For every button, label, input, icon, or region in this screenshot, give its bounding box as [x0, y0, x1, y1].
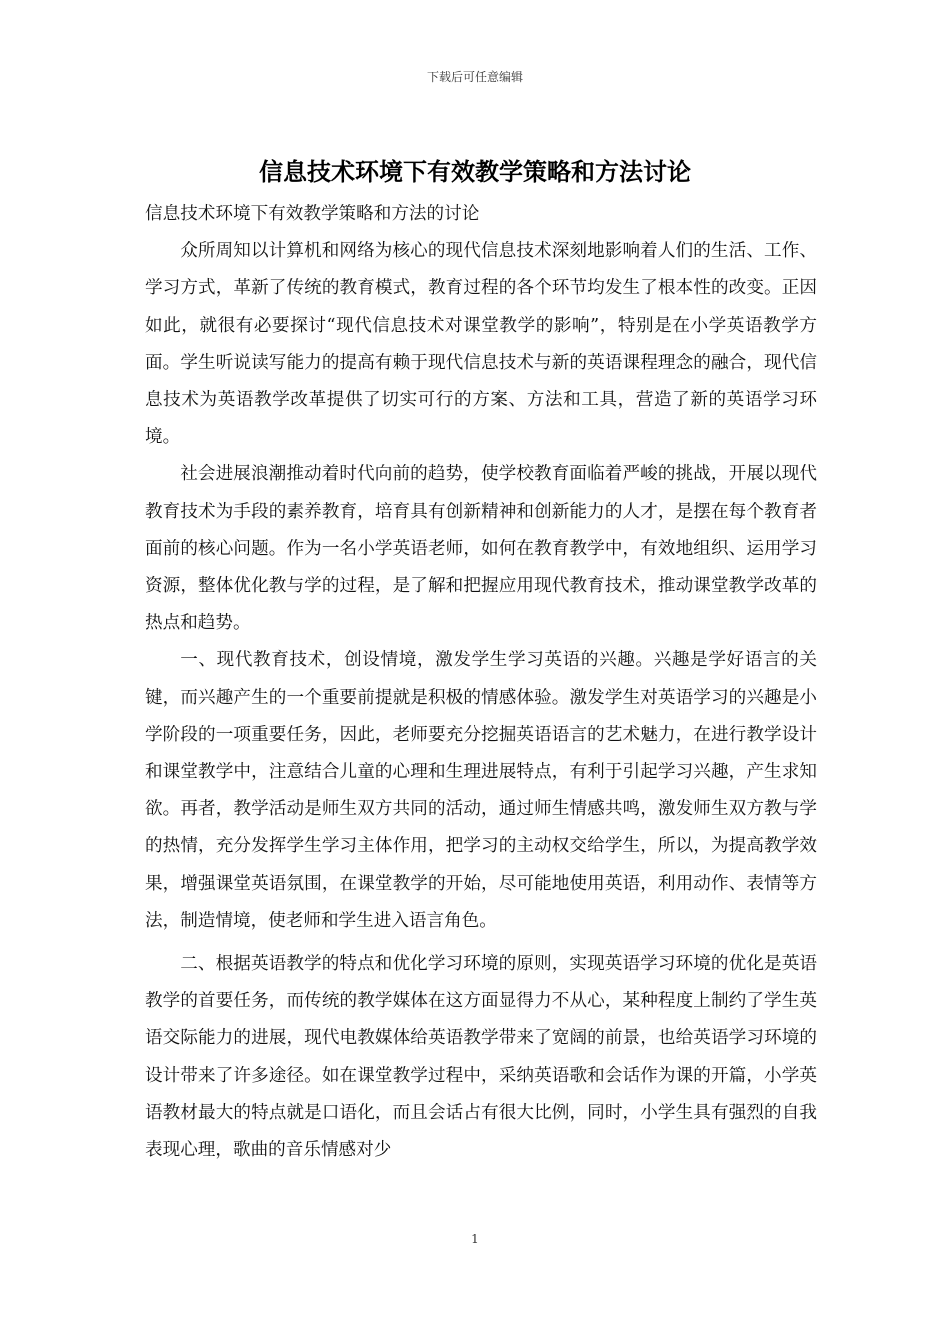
document-subtitle: 信息技术环境下有效教学策略和方法的讨论	[145, 204, 480, 224]
page-number: 1	[471, 1232, 479, 1246]
paragraph-1: 众所周知以计算机和网络为核心的现代信息技术深刻地影响着人们的生活、工作、学习方式，革新了传统的教育模式，教育过程的各个环节均发生了根本性的改变。正因如此，就很有必要探讨“现代信息技术对课堂教学的影响”，特别是在小学英语教学方面。学生听说读写能力的提高有赖于现代信息技术与新的英语课程理念的融合，现代信息技术为英语教学改革提供了切实可行的方案、方法和工具，营造了新的英语学习环境。	[145, 241, 817, 448]
paragraph-4: 二、根据英语教学的特点和优化学习环境的原则，实现英语学习环境的优化是英语教学的首要任务，而传统的教学媒体在这方面显得力不从心，某种程度上制约了学生英语交际能力的进展，现代电教媒体给英语教学带来了宽阔的前景，也给英语学习环境的设计带来了许多途径。如在课堂教学过程中，采纳英语歌和会话作为课的开篇，小学英语教材最大的特点就是口语化，而且会话占有很大比例，同时，小学生具有强烈的自我表现心理，歌曲的音乐情感对少	[145, 954, 817, 1161]
document-body	[145, 196, 817, 1169]
document-title: 信息技术环境下有效教学策略和方法讨论	[259, 157, 691, 186]
header-note: 下载后可任意编辑	[426, 70, 523, 84]
paragraph-3: 一、现代教育技术，创设情境，激发学生学习英语的兴趣。兴趣是学好语言的关键，而兴趣产生的一个重要前提就是积极的情感体验。激发学生对英语学习的兴趣是小学阶段的一项重要任务，因此，老师要充分挖掘英语语言的艺术魅力，在进行教学设计和课堂教学中，注意结合儿童的心理和生理进展特点，有利于引起学习兴趣，产生求知欲。再者，教学活动是师生双方共同的活动，通过师生情感共鸣，激发师生双方教与学的热情，充分发挥学生学习主体作用，把学习的主动权交给学生，所以，为提高教学效果，增强课堂英语氛围，在课堂教学的开始，尽可能地使用英语，利用动作、表情等方法，制造情境，使老师和学生进入语言角色。	[145, 650, 817, 931]
paragraph-2: 社会进展浪潮推动着时代向前的趋势，使学校教育面临着严峻的挑战，开展以现代教育技术为手段的素养教育，培育具有创新精神和创新能力的人才，是摆在每个教育者面前的核心问题。作为一名小学英语老师，如何在教育教学中，有效地组织、运用学习资源，整体优化教与学的过程，是了解和把握应用现代教育技术，推动课堂教学改革的热点和趋势。	[145, 464, 817, 634]
